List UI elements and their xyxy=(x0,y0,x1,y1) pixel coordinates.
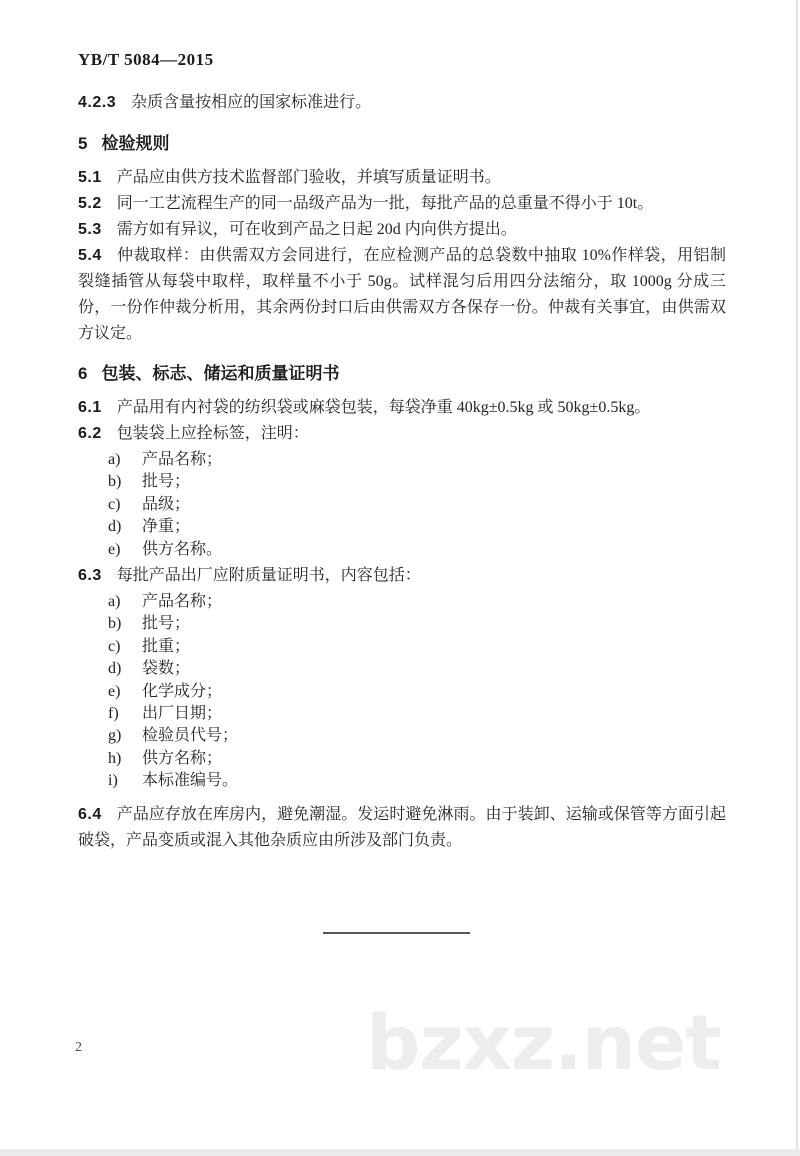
list-item xyxy=(108,748,726,770)
section-number: 6 xyxy=(78,364,88,383)
clause-number: 6.4 xyxy=(78,805,102,823)
list-item-letter: e) xyxy=(108,682,121,700)
list-item xyxy=(108,703,726,725)
clause-number: 6.2 xyxy=(78,425,102,442)
section-title: 包装、标志、储运和质量证明书 xyxy=(101,364,340,383)
list-item-letter: c) xyxy=(108,495,121,513)
list-item xyxy=(108,613,726,635)
clause-text: 产品应由供方技术监督部门验收，并填写质量证明书。 xyxy=(116,169,501,186)
clause-number: 5.4 xyxy=(78,247,102,264)
list-item xyxy=(108,516,726,538)
clause-5-1 xyxy=(78,165,726,191)
list-item xyxy=(108,494,726,516)
certificate-item-list xyxy=(108,591,726,793)
list-item xyxy=(108,539,726,561)
end-of-text-divider xyxy=(323,932,470,934)
list-item-text: 净重； xyxy=(142,518,191,536)
list-item xyxy=(108,725,726,747)
list-item-text: 本标准编号。 xyxy=(142,772,239,790)
clause-text: 产品用有内衬袋的纺织袋或麻袋包装，每袋净重 40kg±0.5kg 或 50kg±0.5kg。 xyxy=(116,399,651,416)
page-scan-edge-right xyxy=(796,0,798,1156)
clause-text: 同一工艺流程生产的同一品级产品为一批，每批产品的总重量不得小于 10t。 xyxy=(116,195,654,212)
list-item-letter: f) xyxy=(108,705,119,723)
list-item-text: 批重； xyxy=(142,637,191,655)
list-item-letter: a) xyxy=(108,451,121,468)
list-item-text: 品级； xyxy=(142,495,191,513)
section-title: 检验规则 xyxy=(101,134,170,153)
list-item xyxy=(108,591,726,613)
clause-text: 需方如有异议，可在收到产品之日起 20d 内向供方提出。 xyxy=(116,221,517,238)
list-item xyxy=(108,770,726,792)
clause-text: 每批产品出厂应附质量证明书，内容包括： xyxy=(116,567,421,585)
clause-6-3 xyxy=(78,563,726,589)
site-watermark: bzxz.net xyxy=(366,998,721,1087)
list-item-text: 批号； xyxy=(142,473,191,491)
list-item-letter: d) xyxy=(108,518,122,536)
list-item-letter: d) xyxy=(108,660,122,678)
page-scan-edge-bottom xyxy=(0,1149,800,1156)
list-item-text: 检验员代号； xyxy=(142,727,239,745)
clause-number: 5.2 xyxy=(78,195,102,212)
clause-number: 6.3 xyxy=(78,567,102,585)
list-item-letter: b) xyxy=(108,473,122,491)
list-item-letter: e) xyxy=(108,540,121,558)
list-item-text: 出厂日期； xyxy=(142,705,223,723)
clause-5-4 xyxy=(78,243,726,347)
list-item-text: 产品名称； xyxy=(142,593,223,611)
list-item-text: 化学成分； xyxy=(142,682,223,700)
list-item-letter: i) xyxy=(108,772,118,790)
standard-code-header: YB/T 5084—2015 xyxy=(78,50,214,69)
clause-number: 5.3 xyxy=(78,221,102,238)
list-item-letter: c) xyxy=(108,637,121,655)
clause-number: 6.1 xyxy=(78,399,102,416)
section-6-heading xyxy=(78,359,726,384)
list-item-text: 袋数； xyxy=(142,660,191,678)
clause-text: 产品应存放在库房内，避免潮湿。发运时避免淋雨。由于装卸、运输或保管等方面引起破袋，产品变质或混入其他杂质应由所涉及部门负责。 xyxy=(78,805,726,849)
clause-number: 5.1 xyxy=(78,169,102,186)
list-item-letter: h) xyxy=(108,749,122,767)
label-item-list xyxy=(108,449,726,561)
list-item xyxy=(108,658,726,680)
clause-5-3 xyxy=(78,217,726,243)
clause-text: 杂质含量按相应的国家标准进行。 xyxy=(131,94,372,111)
list-item-text: 产品名称； xyxy=(142,451,223,468)
clause-number: 4.2.3 xyxy=(78,94,117,111)
list-item-text: 供方名称。 xyxy=(142,540,223,558)
list-item xyxy=(108,449,726,471)
list-item-letter: b) xyxy=(108,615,122,633)
section-5-heading xyxy=(78,129,726,154)
clause-6-1 xyxy=(78,395,726,421)
clause-6-4 xyxy=(78,802,726,854)
list-item xyxy=(108,471,726,493)
list-item-text: 供方名称； xyxy=(142,749,223,767)
list-item-letter: g) xyxy=(108,727,122,745)
clause-text: 包装袋上应拴标签，注明： xyxy=(116,425,309,442)
list-item xyxy=(108,636,726,658)
list-item-letter: a) xyxy=(108,593,121,611)
section-number: 5 xyxy=(78,134,88,153)
clause-6-2 xyxy=(78,421,726,447)
clause-text: 仲裁取样：由供需双方会同进行，在应检测产品的总袋数中抽取 10%作样袋，用铝制裂缝插管从每袋中取样，取样量不小于 50g。试样混匀后用四分法缩分，取 1000g 分成三份，一份作仲裁分析用，其余两份封口后由供需双方各保存一份。仲裁有关事宜，由供需双方议定。 xyxy=(78,247,726,342)
clause-5-2 xyxy=(78,191,726,217)
clause-4-2-3 xyxy=(78,90,726,116)
list-item xyxy=(108,681,726,703)
page-number: 2 xyxy=(75,1040,82,1055)
list-item-text: 批号； xyxy=(142,615,191,633)
